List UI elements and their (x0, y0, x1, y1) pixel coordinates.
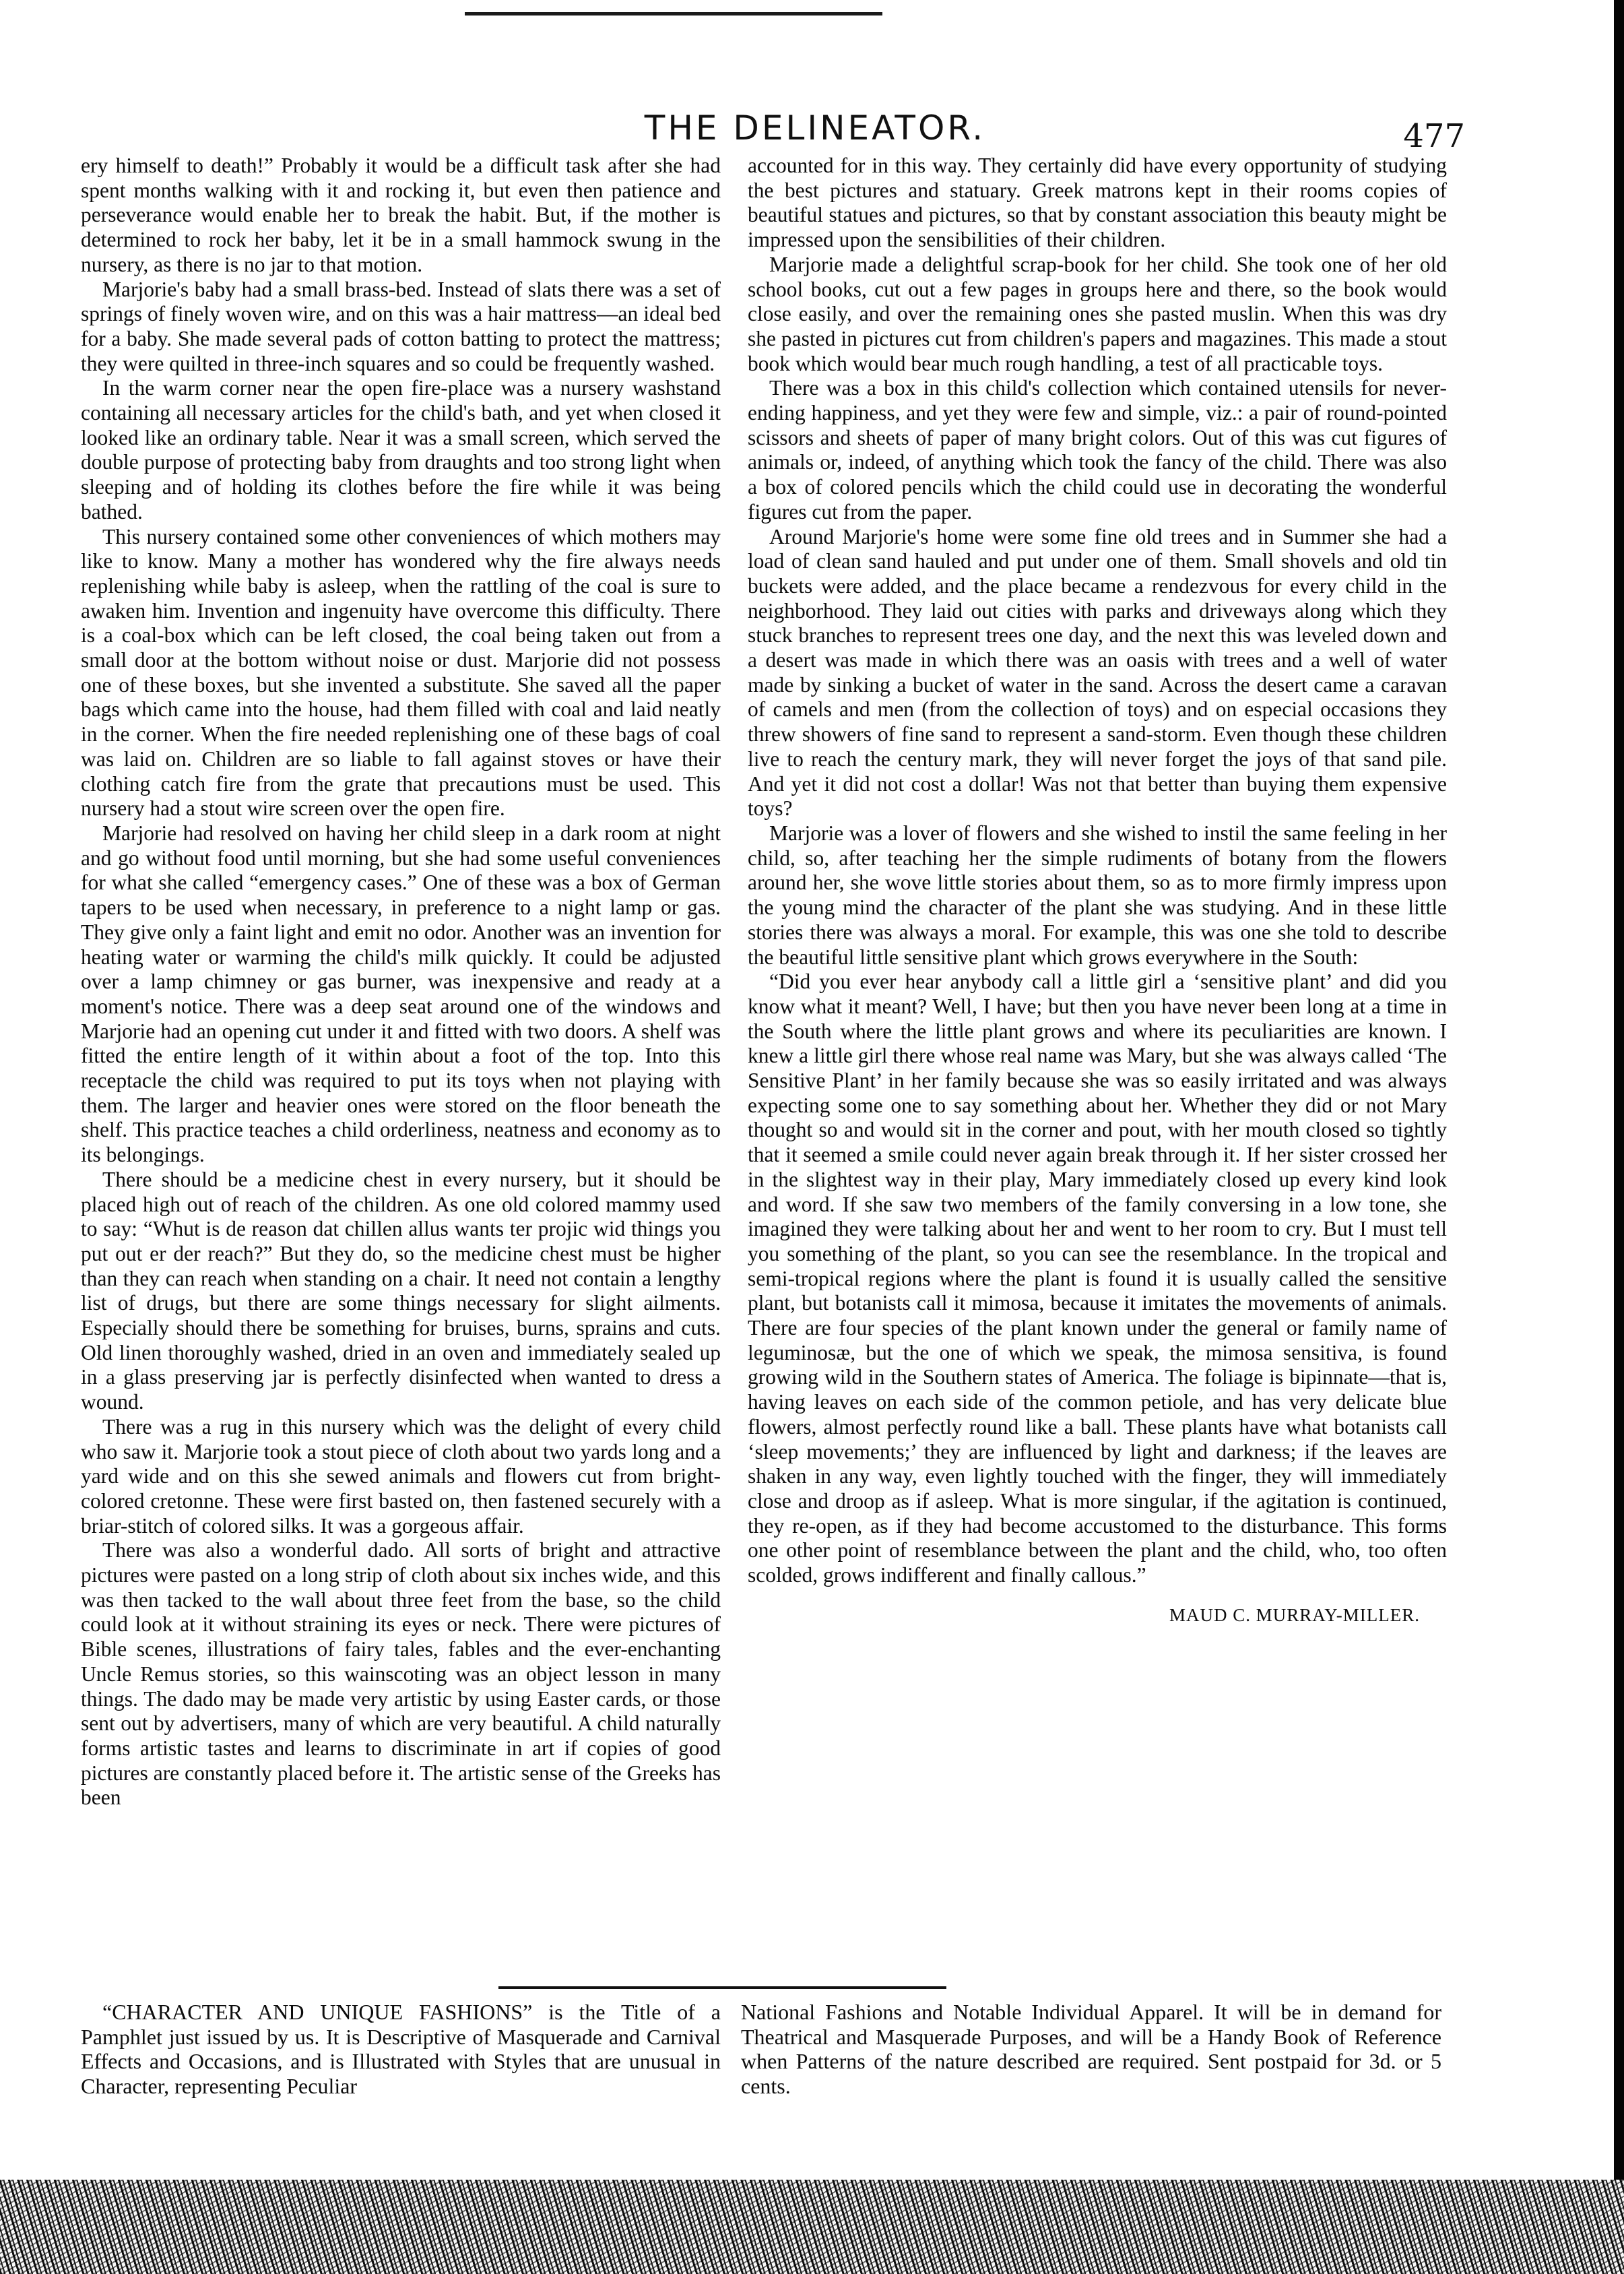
paragraph: Marjorie had resolved on having her child sleep in a dark room at night and go without food until morning, but she had some useful conveniences for what she called “emergency cases.” One of these was a box of German tapers to be used when necessary, in preference to a night lamp or gas. They give only a faint light and emit no odor. Another was an invention for heating water or warming the child's milk quickly. It could be adjusted over a lamp chimney or gas burner, was inexpensive and ready at a moment's notice. There was a deep seat around one of the windows and Marjorie had an opening cut under it and fitted with two doors. A shelf was fitted the entire length of it within about a foot of the top. Into this receptacle the child was required to put its toys when not playing with them. The larger and heavier ones were stored on the floor beneath the shelf. This practice teaches a child orderliness, neatness and economy as to its belongings. (81, 821, 721, 1167)
paragraph: There was also a wonderful dado. All sorts of bright and attractive pictures were pasted on a long strip of cloth about six inches wide, and this was then tacked to the wall about three feet from the base, so the child could look at it without straining its eyes or neck. There were pictures of Bible scenes, illustrations of fairy tales, fables and the ever-enchanting Uncle Remus stories, so this wainscoting was an object lesson in many things. The dado may be made very artistic by using Easter cards, or those sent out by advertisers, many of which are very beautiful. A child naturally forms artistic tastes and learns to discriminate in art if copies of good pictures are constantly placed before it. The artistic sense of the Greeks has been (81, 1538, 721, 1810)
paragraph: Marjorie's baby had a small brass-bed. Instead of slats there was a set of springs of finely woven wire, and on this was a hair mattress—an ideal bed for a baby. She made several pads of cotton batting to protect the mattress; they were quilted in three-inch squares and so could be frequently washed. (81, 277, 721, 375)
paragraph: Marjorie was a lover of flowers and she wished to instil the same feeling in her child, so, after teaching her the simple rudiments of botany from the flowers around her, she wove little stories about them, so as to more firmly impress upon the young mind the character of the plant she was studying. And in these little stories there was always a moral. For example, this was one she told to describe the beautiful little sensitive plant which grows everywhere in the South: (748, 821, 1447, 969)
paragraph: There should be a medicine chest in every nursery, but it should be placed high out of reach of the children. As one old colored mammy used to say: “Whut is de reason dat chillen allus wants ter projic wid things you put out er der reach?” But they do, so the medicine chest must be higher than they can reach when standing on a chair. It need not contain a lengthy list of drugs, but there are some things necessary for slight ailments. Especially should there be something for bruises, burns, sprains and cuts. Old linen thoroughly washed, dried in an oven and immediately sealed up in a glass preserving jar is perfectly disinfected when wanted to dress a wound. (81, 1167, 721, 1414)
notice-right (741, 2000, 1441, 2128)
paragraph: accounted for in this way. They certainly did have every opportunity of studying the best pictures and statuary. Greek matrons kept in their rooms copies of beautiful statues and pictures, so that by constant association this beauty might be impressed upon the sensibilities of their children. (748, 154, 1447, 252)
left-column (81, 154, 721, 1959)
paragraph: Around Marjorie's home were some fine old trees and in Summer she had a load of clean sand hauled and put under one of them. Small shovels and old tin buckets were added, and the place became a rendezvous for every child in the neighborhood. They laid out cities with parks and driveways along which they stuck branches to represent trees one day, and the next this was leveled down and a desert was made in which there was an oasis with trees and a well of water made by sinking a bucket of water in the sand. Across the desert came a caravan of camels and men (from the collection of toys) and on especial occasions they threw showers of fine sand to represent a sand-storm. Even though these children live to reach the century mark, they will never forget the joys of that sand pile. And yet it did not cost a dollar! Was not that better than buying them expensive toys? (748, 524, 1447, 821)
top-rule (465, 12, 882, 15)
notice-left (81, 2000, 721, 2128)
paragraph: There was a rug in this nursery which was the delight of every child who saw it. Marjorie took a stout piece of cloth about two yards long and a yard wide and on this she sewed animals and flowers cut from bright-colored cretonne. These were first basted on, then fastened securely with a briar-stitch of colored silks. It was a gorgeous affair. (81, 1414, 721, 1538)
paragraph: This nursery contained some other conveniences of which mothers may like to know. Many a mother has wondered why the fire always needs replenishing while baby is asleep, when the rattling of the coal is sure to awaken him. Invention and ingenuity have overcome this difficulty. There is a coal-box which can be left closed, the coal being taken out from a small door at the bottom without noise or dust. Marjorie did not possess one of these boxes, but she invented a substitute. She saved all the paper bags which came into the house, had them filled with coal and laid neatly in the corner. When the fire needed replenishing one of these bags of coal was laid on. Children are so liable to fall against stoves or have their clothing catch fire from the grate that precautions must be used. This nursery had a stout wire screen over the open fire. (81, 524, 721, 821)
section-divider (498, 1986, 946, 1989)
paragraph: Marjorie made a delightful scrap-book for her child. She took one of her old school books, cut out a few pages in groups here and there, so the book would close easily, and over the remaining ones she pasted muslin. When this was dry she pasted in pictures cut from children's papers and magazines. This made a stout book which would bear much rough handling, a test of all practicable toys. (748, 252, 1447, 375)
right-column (748, 154, 1447, 1959)
author-signature: MAUD C. MURRAY-MILLER. (1169, 1604, 1420, 1625)
notice-text: “CHARACTER AND UNIQUE FASHIONS” is the Title of a Pamphlet just issued by us. It is Descriptive of Masquerade and Carnival Effects and Occasions, and is Illustrated with Styles that are unusual in Character, representing Peculiar (81, 2000, 721, 2098)
notice-text: National Fashions and Notable Individual Apparel. It will be in demand for Theatrical and Masquerade Purposes, and will be a Handy Book of Reference when Patterns of the nature described are required. Sent postpaid for 3d. or 5 cents. (741, 2000, 1441, 2098)
paragraph: ery himself to death!” Probably it would be a difficult task after she had spent months walking with it and rocking it, but even then patience and perseverance would enable her to break the habit. But, if the mother is determined to rock her baby, let it be in a small hammock swung in the nursery, as there is no jar to that motion. (81, 154, 721, 276)
paragraph: There was a box in this child's collection which contained utensils for never-ending happiness, and yet they were few and simple, viz.: a pair of round-pointed scissors and sheets of paper of many bright colors. Out of this was cut figures of animals or, indeed, of anything which took the fancy of the child. There was also a box of colored pencils which the child could use in decorating the wonderful figures cut from the paper. (748, 376, 1447, 524)
scan-noise-border (0, 2180, 1624, 2274)
page-number: 477 (1403, 117, 1465, 155)
page-title: THE DELINEATOR. (644, 108, 986, 148)
paragraph: In the warm corner near the open fire-place was a nursery washstand containing all necessary articles for the child's bath, and yet when closed it looked like an ordinary table. Near it was a small screen, which served the double purpose of protecting baby from draughts and too strong light when sleeping and of holding its clothes before the fire while it was being bathed. (81, 376, 721, 524)
scan-edge (1614, 0, 1624, 2274)
paragraph: “Did you ever hear anybody call a little girl a ‘sensitive plant’ and did you know what it meant? Well, I have; but then you have never been long at a time in the South where the little plant grows and where its peculiarities are known. I knew a little girl there whose real name was Mary, but she was always called ‘The Sensitive Plant’ in her family because she was so easily irritated and was always expecting some one to say something about her. Whether they did or not Mary thought so and would sit in the corner and pout, with her mouth closed so tightly that it seemed a smile could never again break through it. If her sister crossed her in the slightest way in their play, Mary immediately closed up every kind look and word. If she saw two members of the family conversing in a low tone, she imagined they were talking about her and went to her room to cry. But I must tell you something of the plant, so you can see the resemblance. In the tropical and semi-tropical regions where the plant is found it is usually called the sensitive plant, but botanists call it mimosa, because it imitates the movements of animals. There are four species of the plant known under the general or family name of leguminosæ, but the one of which we speak, the mimosa sensitiva, is found growing wild in the Southern states of America. The foliage is bipinnate—that is, having leaves on each side of the common petiole, and has very delicate blue flowers, almost perfectly round like a ball. These plants have what botanists call ‘sleep movements;’ they are influenced by light and darkness; if the leaves are shaken in any way, even lightly touched with the finger, they will immediately close and droop as if asleep. What is more singular, if the agitation is continued, they re-open, as if they had become accustomed to the disturbance. This forms one other point of resemblance between the plant and the child, who, too often scolded, grows indifferent and finally callous.” (748, 970, 1447, 1587)
